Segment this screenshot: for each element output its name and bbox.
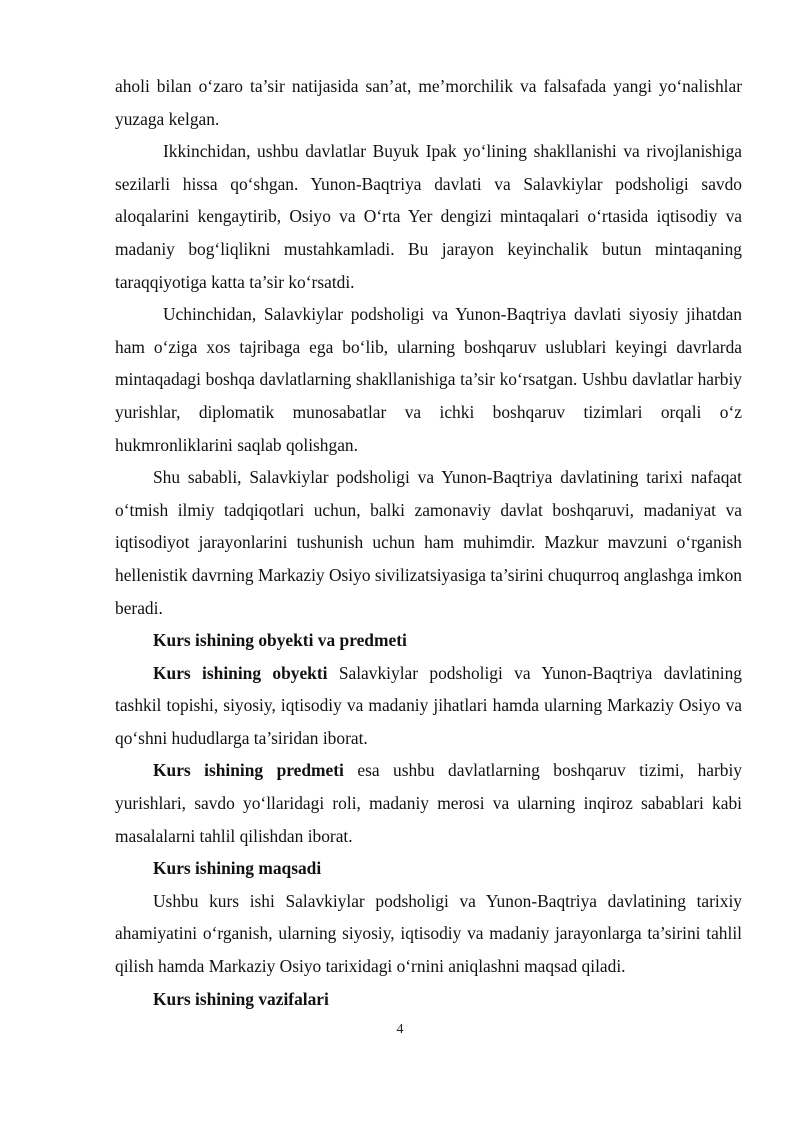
- heading-goal: Kurs ishining maqsadi: [153, 858, 322, 879]
- paragraph-subject: [115, 754, 742, 852]
- page-number: 4: [396, 1022, 404, 1037]
- object-text: Salavkiylar podsholigi va Yunon-Baqtriya davlatining tashkil topishi, siyosiy, iqtisodiy va madaniy jihatlari hamda ularning Markaziy Osiyo va qo‘shni hududlarga ta’siridan iborat.: [115, 662, 743, 748]
- page-content: [115, 70, 742, 1015]
- object-lead: Kurs ishining obyekti: [153, 662, 328, 683]
- paragraph-goal: Ushbu kurs ishi Salavkiylar podsholigi va Yunon-Baqtriya davlatining tarixiy ahamiyatini o‘rganish, ularning siyosiy, iqtisodiy va madaniy jarayonlarga ta’sirini tahlil qilish hamda Markaziy Osiyo tarixidagi o‘rnini aniqlashni maqsad qiladi.: [115, 890, 742, 977]
- paragraph-uchinchidan: Uchinchidan, Salavkiylar podsholigi va Yunon-Baqtriya davlati siyosiy jihatdan ham o‘ziga xos tajribaga ega bo‘lib, ularning boshqaruv uslublari keyingi davrlarda mintaqadagi boshqa davlatlarning shakllanishiga ta’sir ko‘rsatgan. Ushbu davlatlar harbiy yurishlar, diplomatik munosabatlar va ichki boshqaruv tizimlari orqali o‘z hukmronliklarini saqlab qolishgan.: [115, 304, 742, 455]
- paragraph-ikkinchidan: Ikkinchidan, ushbu davlatlar Buyuk Ipak yo‘lining shakllanishi va rivojlanishiga sezilarli hissa qo‘shgan. Yunon-Baqtriya davlati va Salavkiylar podsholigi savdo aloqalarini kengaytirib, Osiyo va O‘rta Yer dengizi mintaqalari o‘rtasida iqtisodiy va madaniy bog‘liqlikni mustahkamladi. Bu jarayon keyinchalik butun mintaqaning taraqqiyotiga katta ta’sir ko‘rsatdi.: [115, 141, 742, 292]
- paragraph-continuation: aholi bilan o‘zaro ta’sir natijasida san’at, me’morchilik va falsafada yangi yo‘nalishlar yuzaga kelgan.: [115, 76, 742, 129]
- heading-object-and-subject: Kurs ishining obyekti va predmeti: [153, 630, 407, 651]
- subject-text: esa ushbu davlatlarning boshqaruv tizimi, harbiy yurishlari, savdo yo‘llaridagi roli, madaniy merosi va ularning inqiroz sabablari kabi masalalarni tahlil qilishdan iborat.: [115, 760, 742, 846]
- paragraph-object: [115, 657, 742, 755]
- heading-tasks: Kurs ishining vazifalari: [153, 988, 329, 1009]
- paragraph-shu-sababli: Shu sababli, Salavkiylar podsholigi va Yunon-Baqtriya davlatining tarixi nafaqat o‘tmish ilmiy tadqiqotlari uchun, balki zamonaviy davlat boshqaruvi, madaniyat va iqtisodiyot jarayonlarini tushunish uchun ham muhimdir. Mazkur mavzuni o‘rganish hellenistik davrning Markaziy Osiyo sivilizatsiyasiga ta’sirini chuqurroq anglashga imkon beradi.: [115, 467, 742, 618]
- subject-lead: Kurs ishining predmeti: [153, 760, 344, 781]
